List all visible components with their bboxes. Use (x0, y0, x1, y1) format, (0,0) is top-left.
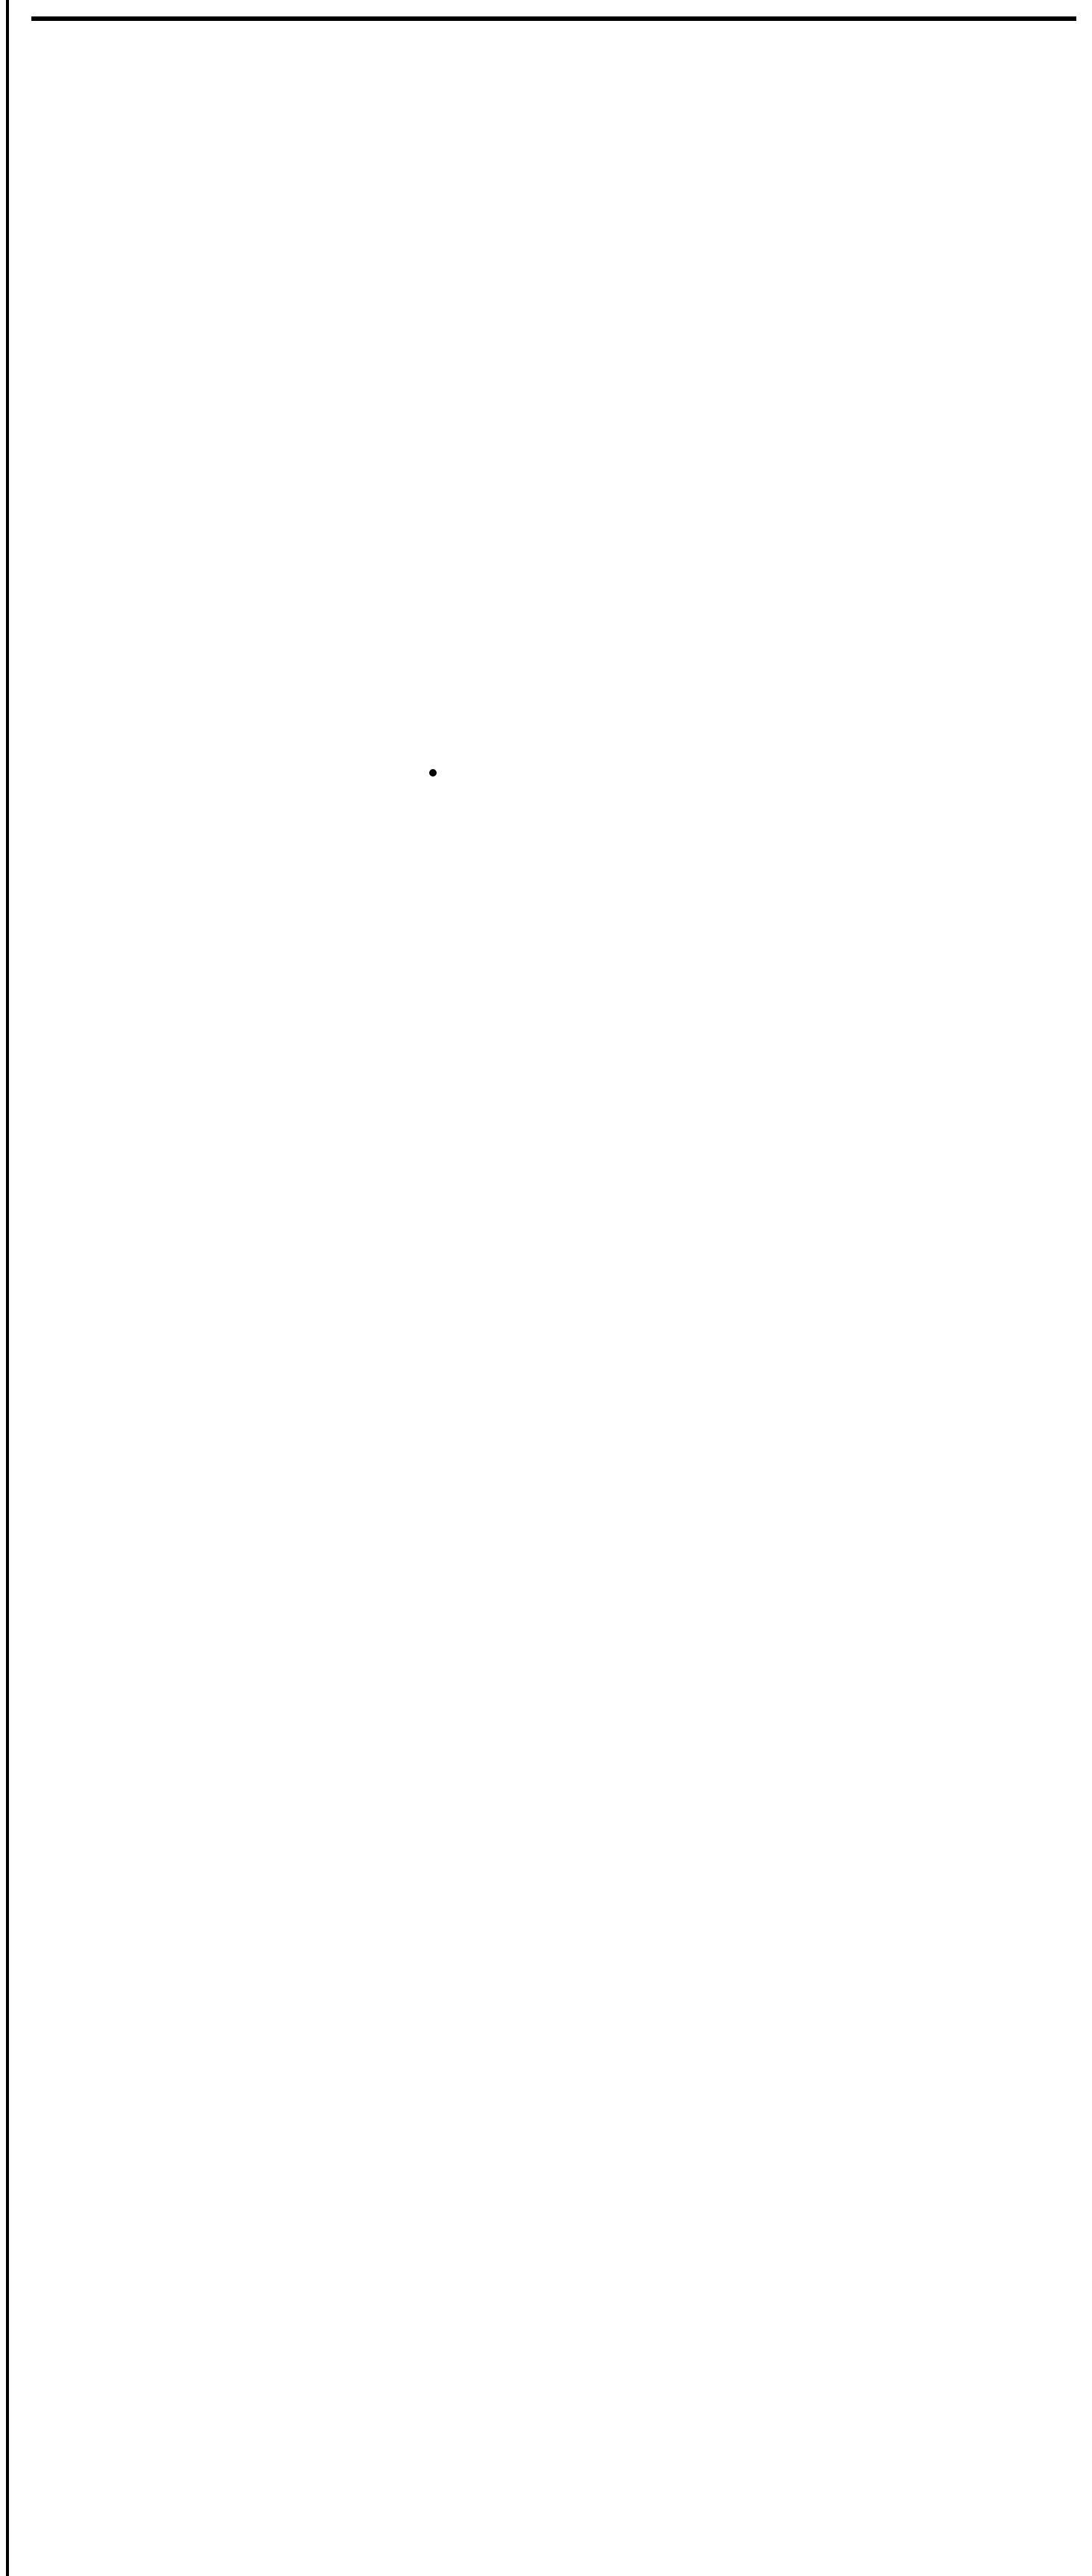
page-border-left (6, 0, 9, 2576)
headline-title (21, 66, 1092, 484)
ornament-dot (429, 769, 437, 777)
top-rule (31, 16, 1076, 21)
